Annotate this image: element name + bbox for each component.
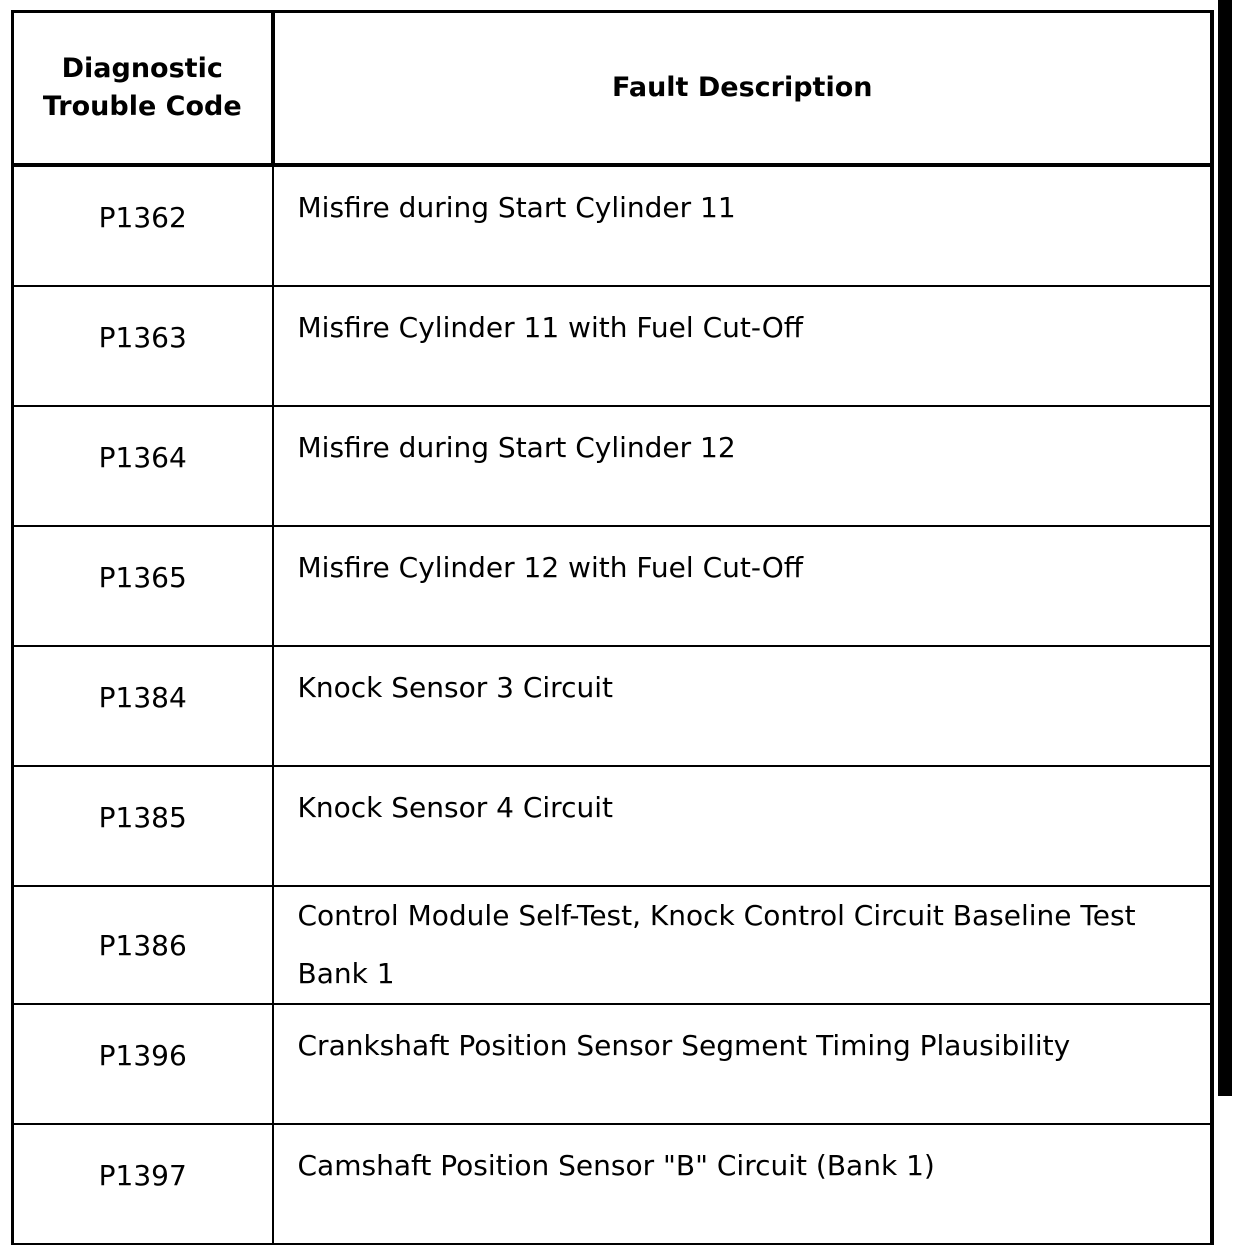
description-cell: Camshaft Position Sensor "B" Circuit (Bank 1) [297, 1149, 935, 1182]
table-row [13, 766, 1213, 886]
table-row [13, 526, 1213, 646]
description-cell: Misfire Cylinder 12 with Fuel Cut-Off [273, 526, 1213, 646]
code-cell: P1397 [13, 1124, 273, 1244]
code-cell: P1362 [13, 165, 273, 286]
code-cell: P1386 [13, 886, 273, 1004]
table-row [13, 1004, 1213, 1124]
table-row [13, 165, 1213, 286]
description-cell: Misfire during Start Cylinder 11 [273, 165, 1213, 286]
table-body [13, 165, 1213, 1244]
description-cell: Misfire during Start Cylinder 12 [273, 406, 1213, 526]
header-fault-description: Fault Description [273, 12, 1213, 166]
description-cell: Knock Sensor 4 Circuit [273, 766, 1213, 886]
table-row [13, 286, 1213, 406]
table-row [13, 406, 1213, 526]
table-row [13, 1124, 1213, 1244]
header-row [13, 12, 1213, 166]
header-diagnostic-trouble-code [13, 12, 273, 166]
header-code-line2: Trouble Code [42, 91, 242, 122]
code-cell: P1396 [13, 1004, 273, 1124]
code-cell: P1365 [13, 526, 273, 646]
description-cell: Control Module Self-Test, Knock Control Circuit Baseline Test Bank 1 [273, 886, 1213, 1004]
code-cell: P1364 [13, 406, 273, 526]
description-cell: Misfire Cylinder 11 with Fuel Cut-Off [273, 286, 1213, 406]
table-row [13, 886, 1213, 1004]
header-code-line1: Diagnostic [61, 53, 223, 84]
description-cell: Crankshaft Position Sensor Segment Timing Plausibility [273, 1004, 1213, 1124]
table-header [13, 12, 1213, 166]
table-row [13, 646, 1213, 766]
page-edge-bar [1218, 0, 1232, 1096]
code-cell: P1363 [13, 286, 273, 406]
code-cell: P1384 [13, 646, 273, 766]
code-cell: P1385 [13, 766, 273, 886]
dtc-table [11, 10, 1214, 1245]
description-cell: Knock Sensor 3 Circuit [273, 646, 1213, 766]
